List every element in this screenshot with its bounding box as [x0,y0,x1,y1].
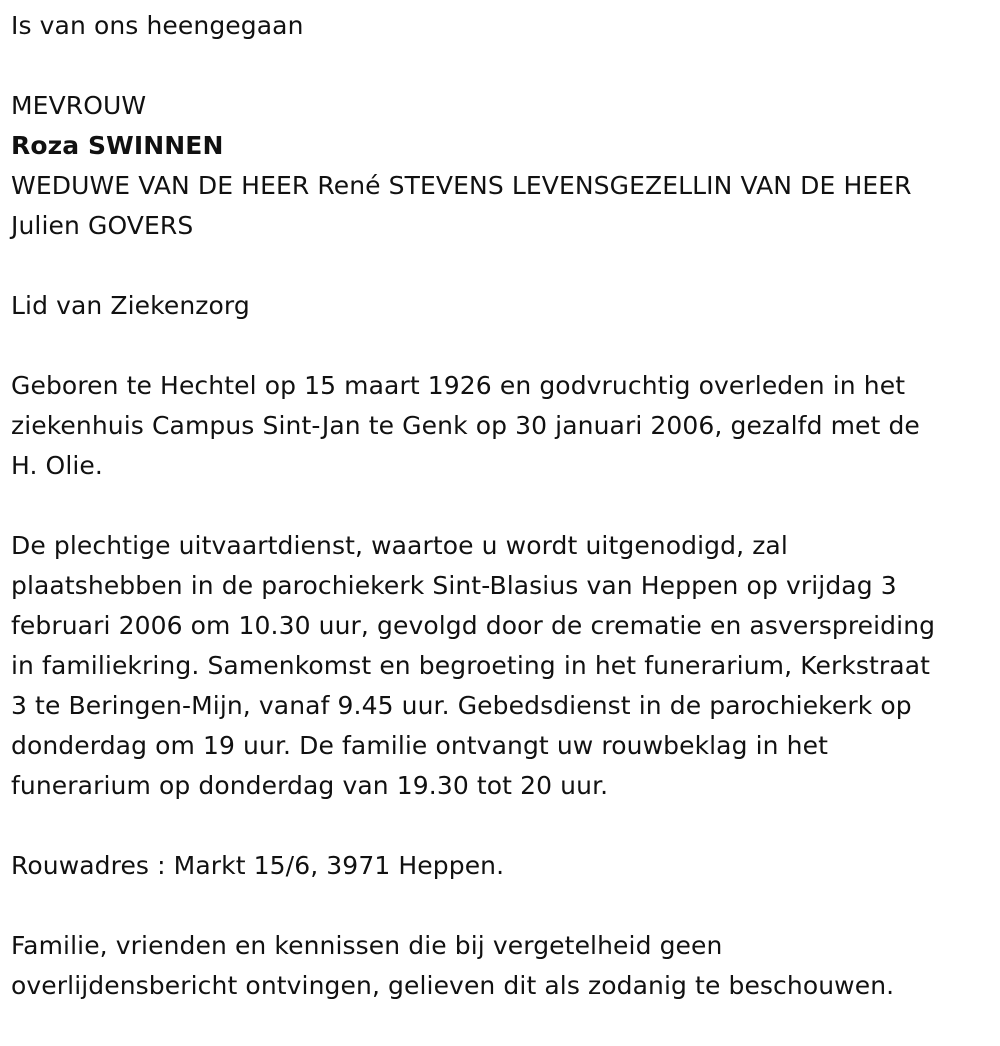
spacer [11,806,991,846]
relation-line-2: Julien GOVERS [11,211,194,240]
birth-death-line: ziekenhuis Campus Sint-Jan te Genk op 30 januari 2006, gezalfd met de [11,411,920,440]
funeral-line: 3 te Beringen-Mijn, vanaf 9.45 uur. Gebedsdienst in de parochiekerk op [11,691,912,720]
relation-line-1: WEDUWE VAN DE HEER René STEVENS LEVENSGEZELLIN VAN DE HEER [11,171,912,200]
intro-text: Is van ons heengegaan [11,11,304,40]
spacer [11,886,991,926]
closing-line: overlijdensbericht ontvingen, gelieven dit als zodanig te beschouwen. [11,971,895,1000]
title-prefix: MEVROUW [11,91,147,120]
closing-line: Familie, vrienden en kennissen die bij vergetelheid geen [11,931,723,960]
spacer [11,326,991,366]
funeral-line: donderdag om 19 uur. De familie ontvangt uw rouwbeklag in het [11,731,828,760]
spacer [11,486,991,526]
birth-death-line: H. Olie. [11,451,103,480]
funeral-line: funerarium op donderdag van 19.30 tot 20 uur. [11,771,609,800]
birth-death-line: Geboren te Hechtel op 15 maart 1926 en godvruchtig overleden in het [11,371,906,400]
spacer [11,46,991,86]
funeral-line: in familiekring. Samenkomst en begroeting in het funerarium, Kerkstraat [11,651,931,680]
membership-text: Lid van Ziekenzorg [11,291,250,320]
funeral-line: plaatshebben in de parochiekerk Sint-Blasius van Heppen op vrijdag 3 [11,571,897,600]
mourning-address: Rouwadres : Markt 15/6, 3971 Heppen. [11,851,505,880]
funeral-line: De plechtige uitvaartdienst, waartoe u wordt uitgenodigd, zal [11,531,788,560]
funeral-line: februari 2006 om 10.30 uur, gevolgd door de crematie en asverspreiding [11,611,936,640]
deceased-name: Roza SWINNEN [11,131,224,160]
spacer [11,246,991,286]
